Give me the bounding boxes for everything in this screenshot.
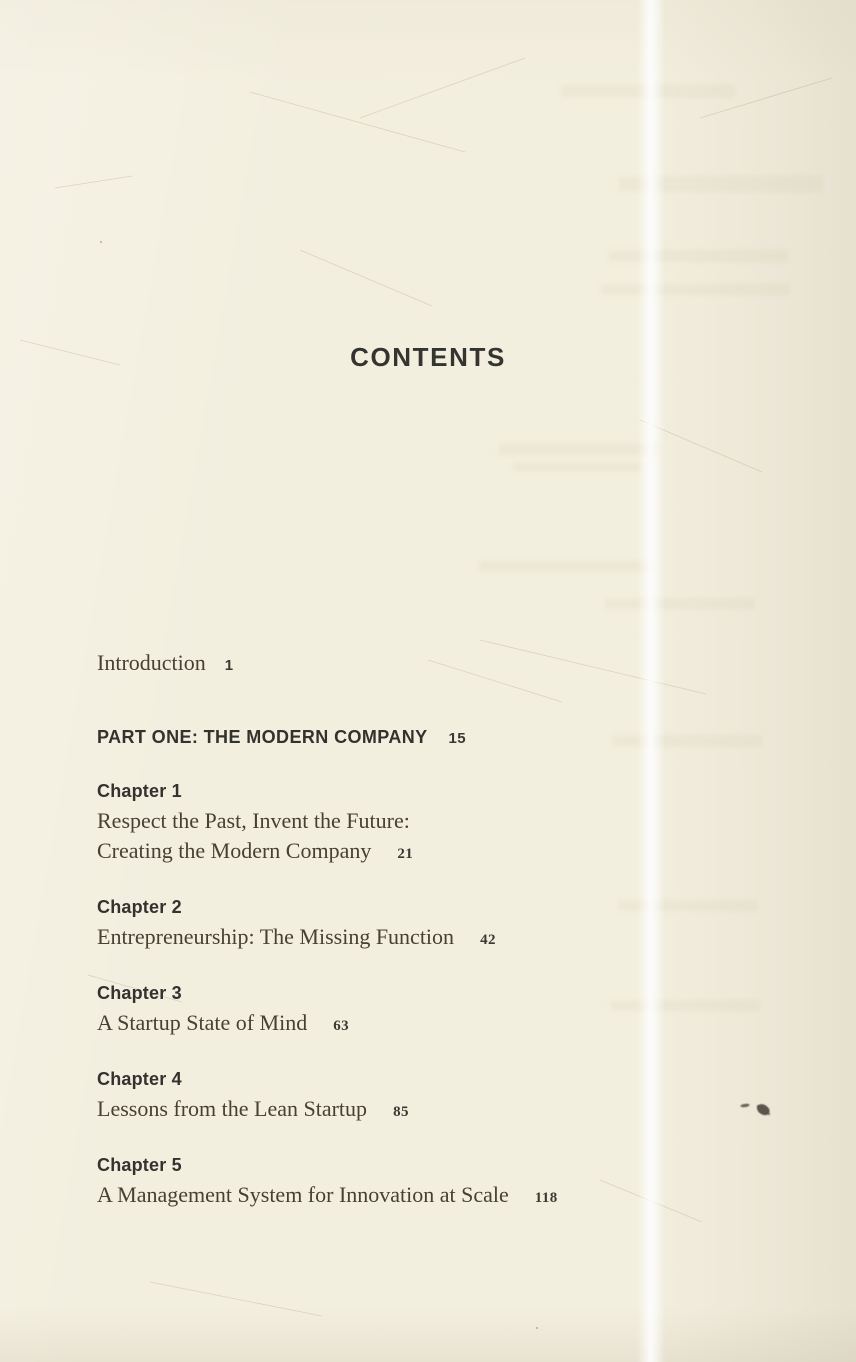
chapter-title-line <box>97 836 413 869</box>
introduction-page-number: 1 <box>224 657 234 674</box>
toc-entry-chapter-5 <box>97 1155 558 1213</box>
toc-entry-introduction <box>97 650 234 676</box>
part-one-page-number: 15 <box>448 730 467 747</box>
chapter-title-text: Lessons from the Lean Startup <box>97 1096 368 1121</box>
bleed-through-ghost <box>605 598 755 609</box>
chapter-title-line <box>97 1180 558 1213</box>
scanner-light-streak <box>637 0 665 1362</box>
chapter-label: Chapter 3 <box>97 983 182 1003</box>
chapter-label: Chapter 5 <box>97 1155 182 1175</box>
chapter-page-number: 63 <box>333 1018 350 1034</box>
chapter-title-line <box>97 1008 349 1041</box>
bleed-through-ghost <box>618 900 758 911</box>
toc-entry-chapter-1 <box>97 781 413 869</box>
chapter-title-text: A Startup State of Mind <box>97 1010 308 1035</box>
bleed-through-ghost <box>610 1000 760 1011</box>
bleed-through-ghost <box>618 176 823 192</box>
chapter-title-text: Creating the Modern Company <box>97 838 372 863</box>
part-one-label: PART ONE: THE MODERN COMPANY <box>97 727 428 747</box>
toc-entry-chapter-3 <box>97 983 349 1041</box>
bleed-through-ghost <box>512 462 642 472</box>
chapter-title-line <box>97 1094 409 1127</box>
chapter-title-text: A Management System for Innovation at Scale <box>97 1182 509 1207</box>
chapter-label: Chapter 4 <box>97 1069 182 1089</box>
bleed-through-ghost <box>560 84 735 98</box>
chapter-page-number: 85 <box>393 1104 409 1120</box>
contents-title: CONTENTS <box>350 342 506 372</box>
bleed-through-ghost <box>612 735 762 747</box>
ink-smudge-mark <box>735 1095 785 1125</box>
paper-speck <box>536 1327 538 1329</box>
chapter-title-line <box>97 922 496 955</box>
toc-part-one-heading <box>97 727 466 748</box>
chapter-page-number: 118 <box>534 1190 558 1206</box>
introduction-label: Introduction <box>97 650 206 675</box>
paper-speck <box>100 241 102 243</box>
chapter-title-text: Respect the Past, Invent the Future: <box>97 808 410 833</box>
chapter-page-number: 42 <box>480 932 496 948</box>
bleed-through-ghost <box>478 560 653 572</box>
chapter-title-text: Entrepreneurship: The Missing Function <box>97 924 455 949</box>
toc-entry-chapter-4 <box>97 1069 409 1127</box>
chapter-label: Chapter 1 <box>97 781 182 801</box>
bleed-through-ghost <box>608 250 788 262</box>
chapter-page-number: 21 <box>397 846 414 862</box>
bleed-through-ghost <box>498 443 658 456</box>
toc-entry-chapter-2 <box>97 897 496 955</box>
chapter-title-line <box>97 806 413 836</box>
bleed-through-ghost <box>600 284 790 295</box>
chapter-label: Chapter 2 <box>97 897 182 917</box>
